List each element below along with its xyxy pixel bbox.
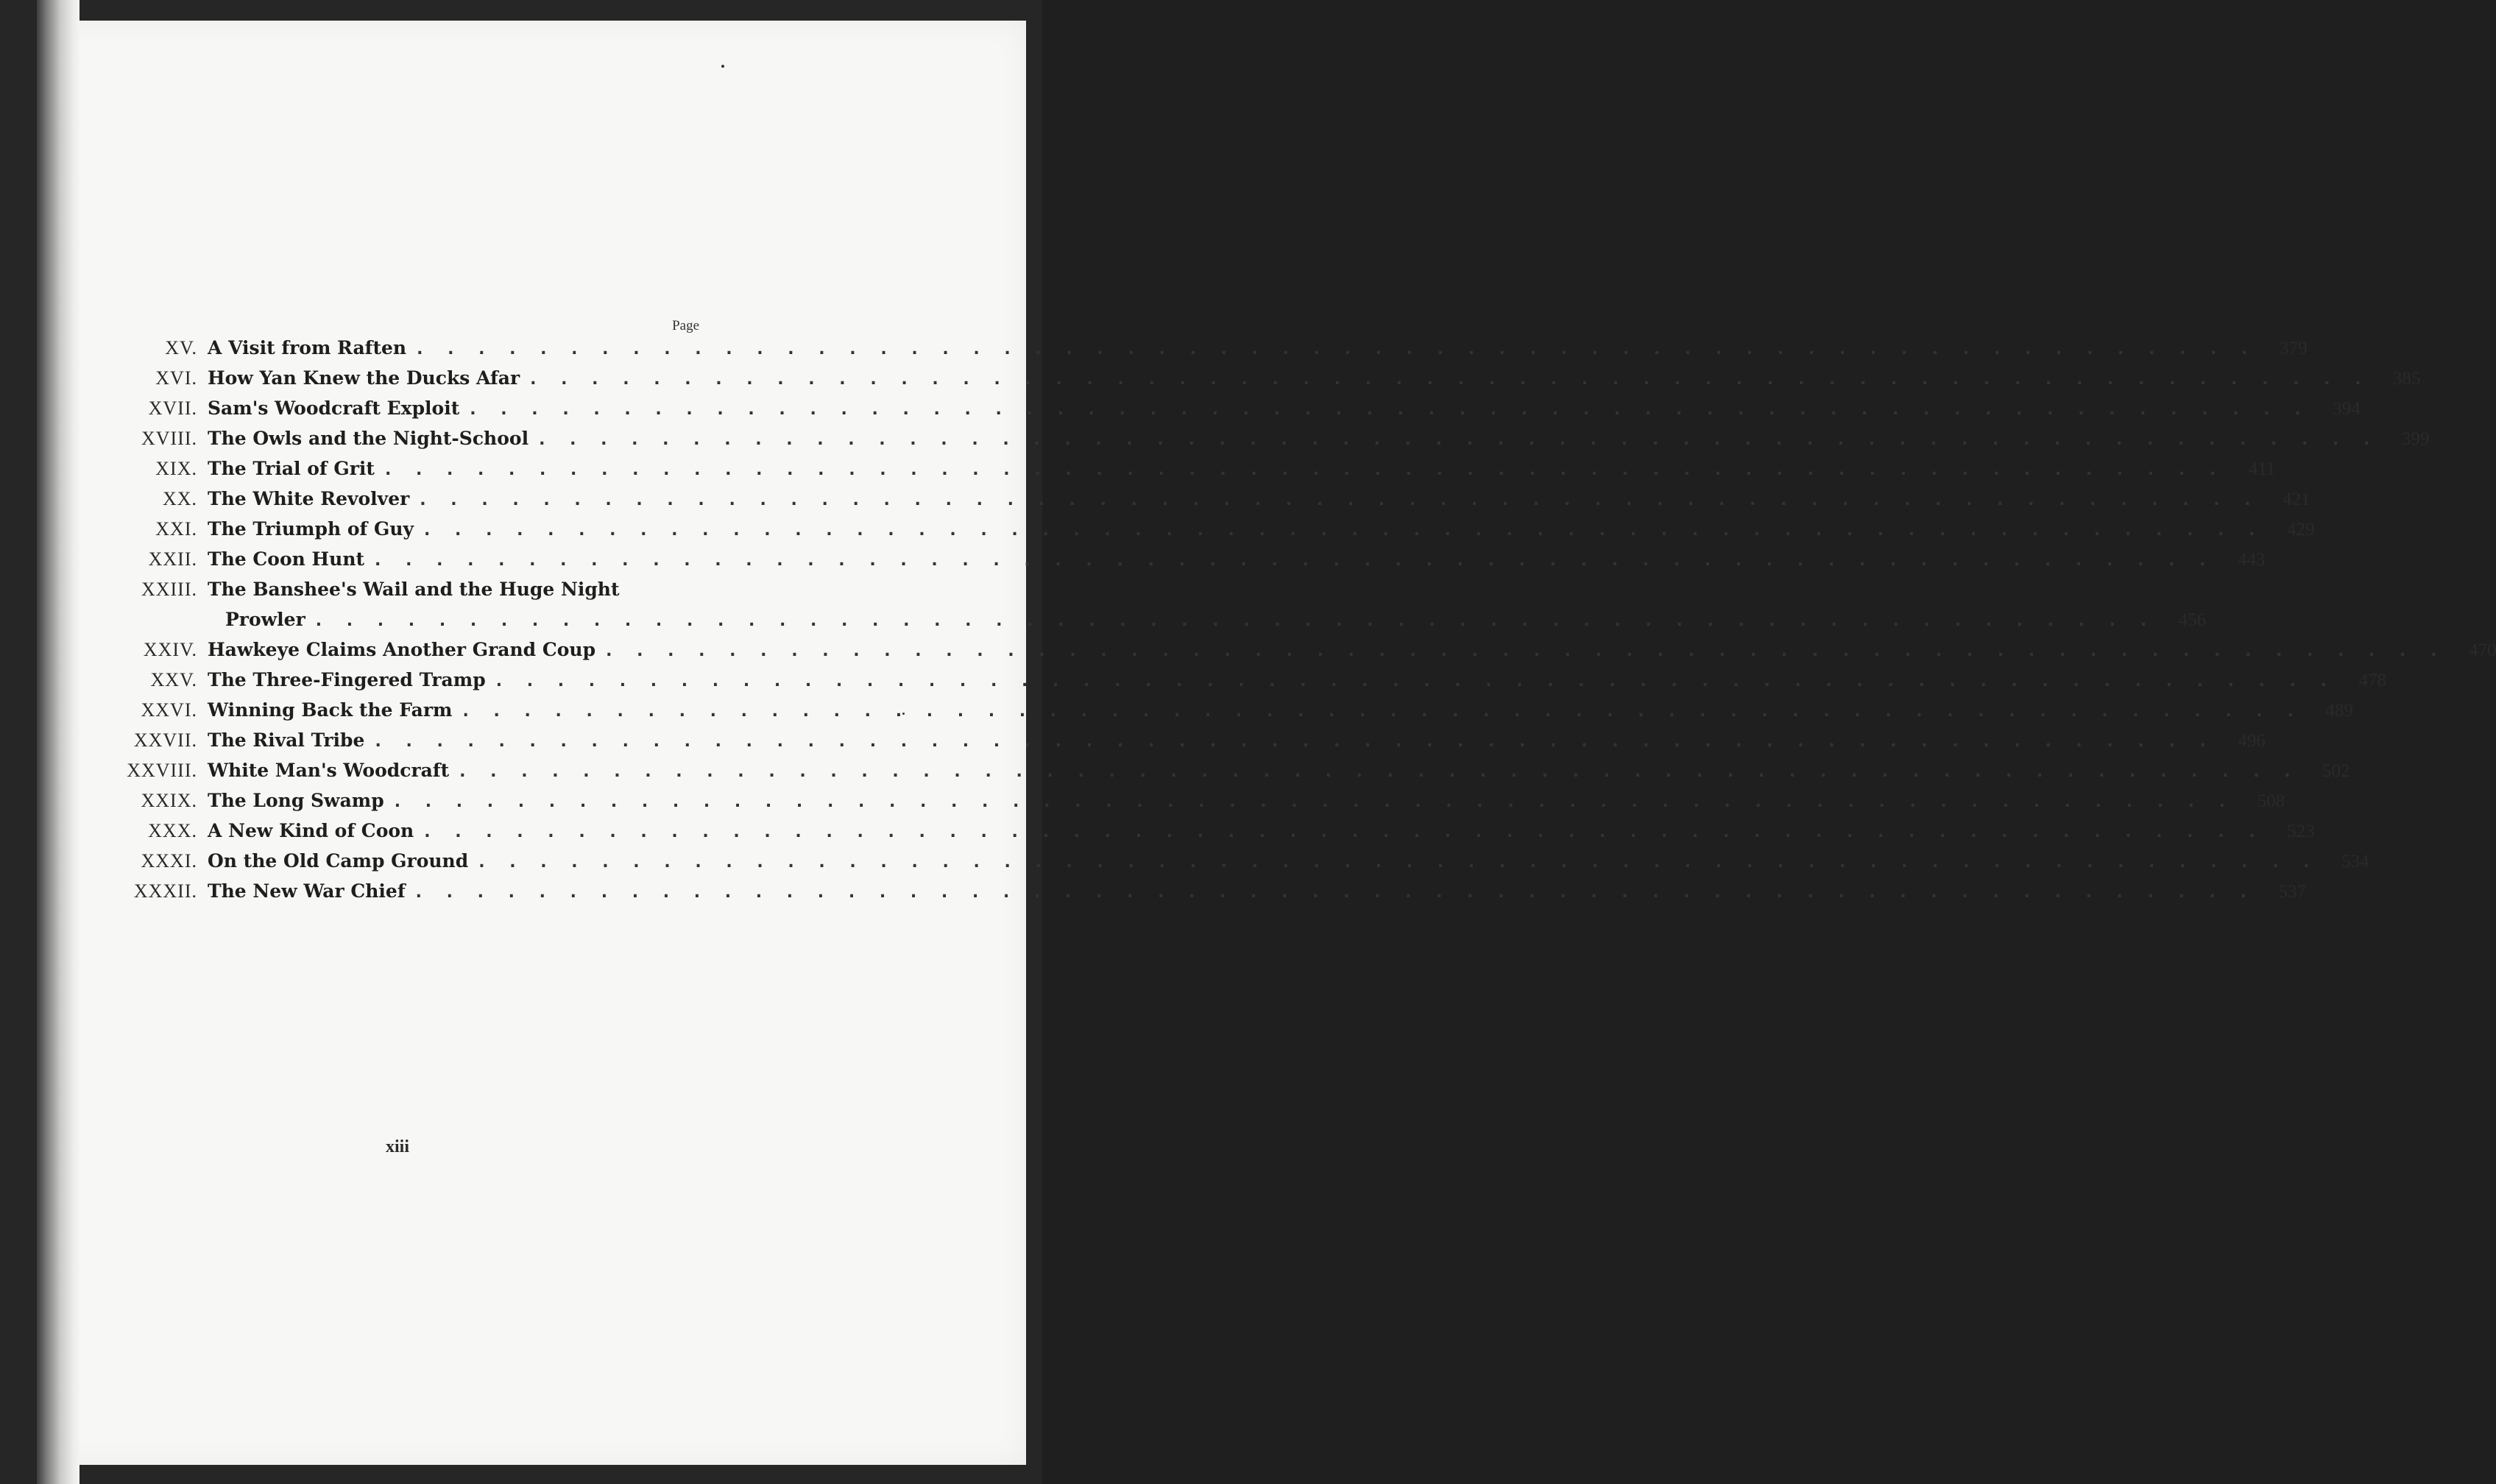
chapter-number: XXX.: [148, 820, 197, 841]
chapter-title-block: [208, 880, 2306, 911]
dot-leader: . . . . . . . . . . . . . . . . . . . . . . . . . . . . . . . . . . . . . . . . . . . . . . . . . . . . . . . . . . . .: [424, 521, 2265, 540]
chapter-number: XXIX.: [141, 790, 197, 811]
toc-entry: [88, 729, 2266, 760]
chapter-number: XXIII.: [141, 579, 197, 600]
chapter-title-block: [208, 790, 2285, 820]
chapter-number: XVIII.: [141, 428, 197, 449]
chapter-title-block: [208, 518, 2314, 548]
chapter-title-block: [208, 458, 2275, 488]
toc-entry: [88, 669, 2387, 699]
chapter-title-block: [208, 579, 2206, 639]
chapter-title-block: [208, 820, 2315, 850]
chapter-title-block: [208, 548, 2265, 579]
chapter-number: XX.: [162, 488, 197, 509]
chapter-title: On the Old Camp Ground: [208, 850, 469, 872]
chapter-title: A Visit from Raften: [208, 337, 407, 358]
title-line: [208, 488, 2311, 518]
toc-entry: [88, 398, 2361, 428]
chapter-title: The Owls and the Night-School: [208, 428, 529, 449]
chapter-title-block: [208, 337, 2307, 367]
toc-entry: [88, 760, 2350, 790]
chapter-title-block: [208, 699, 2353, 729]
title-line: [208, 579, 2206, 609]
toc-entry: [88, 367, 2421, 398]
page-number: 470: [2468, 640, 2496, 660]
title-line: [208, 458, 2275, 488]
dot-leader: . . . . . . . . . . . . . . . . . . . . . . . . . . . . . . . . . . . . . . . . . . . . . . . . . . . . . . . . . . . .: [420, 491, 2260, 509]
chapter-number: XXXI.: [141, 850, 197, 872]
dot-leader: . . . . . . . . . . . . . . . . . . . . . . . . . . . . . . . . . . . . . . . . . . . . . . . . . . . . . . . . . . . .: [384, 461, 2226, 479]
chapter-number: XXIV.: [143, 639, 197, 660]
dot-leader: . . . . . . . . . . . . . . . . . . . . . . . . . . . . . . . . . . . . . . . . . . . . . . . . . . . . . . . . . . . .: [606, 642, 2447, 660]
chapter-number: XXVIII.: [127, 760, 197, 781]
page-number: 429: [2286, 520, 2315, 540]
page-number: 496: [2238, 731, 2266, 751]
page-number: 537: [2278, 882, 2306, 902]
toc-entry: [88, 458, 2276, 488]
dot-leader: . . . . . . . . . . . . . . . . . . . . . . . . . . . . . . . . . . . . . . . . . . . . . . . . . . . . . . . . . . . .: [495, 672, 2337, 690]
page-number: 534: [2341, 852, 2369, 872]
print-speck: [721, 65, 724, 68]
page-folio: xiii: [385, 1137, 409, 1156]
title-line: [208, 367, 2420, 398]
title-line: [208, 669, 2386, 699]
toc-entry: [88, 428, 2430, 458]
dot-leader: . . . . . . . . . . . . . . . . . . . . . . . . . . . . . . . . . . . . . . . . . . . . . . . . . . . . . . . . . . . .: [375, 732, 2216, 751]
chapter-title-continuation: Prowler: [225, 609, 305, 630]
toc-entry: [88, 850, 2369, 880]
chapter-title: The Banshee's Wail and the Huge Night: [208, 579, 620, 600]
page-number: 443: [2237, 550, 2266, 570]
page-number: 478: [2358, 671, 2387, 690]
chapter-title: A New Kind of Coon: [208, 820, 414, 841]
chapter-number: XXII.: [148, 548, 197, 570]
chapter-title: The Three-Fingered Tramp: [208, 669, 486, 690]
toc-entry: [88, 880, 2306, 911]
chapter-title-block: [208, 850, 2369, 880]
chapter-title: Hawkeye Claims Another Grand Coup: [208, 639, 596, 660]
chapter-title: Sam's Woodcraft Exploit: [208, 398, 460, 419]
title-line: [208, 548, 2265, 579]
page-number: 489: [2325, 701, 2353, 721]
chapter-number: XVI.: [155, 367, 197, 389]
chapter-title: The New War Chief: [208, 880, 406, 902]
dot-leader: . . . . . . . . . . . . . . . . . . . . . . . . . . . . . . . . . . . . . . . . . . . . . . . . . . . . . . . . . . . .: [478, 853, 2319, 872]
toc-entry: [88, 337, 2308, 367]
title-continuation-line: [208, 609, 2206, 639]
page-number: 508: [2257, 791, 2285, 811]
chapter-title-block: [208, 669, 2386, 699]
title-line: [208, 850, 2369, 880]
chapter-number: XXI.: [155, 518, 197, 540]
chapter-title-block: [208, 729, 2266, 760]
page-number: 399: [2401, 429, 2430, 449]
chapter-number: XV.: [165, 337, 197, 358]
chapter-number: XXXII.: [133, 880, 197, 902]
title-line: [208, 699, 2353, 729]
page-number: 385: [2392, 369, 2421, 389]
page-number: 421: [2283, 490, 2311, 509]
chapter-title: The Rival Tribe: [208, 729, 365, 751]
chapter-title: The Trial of Grit: [208, 458, 375, 479]
page-number: 379: [2279, 339, 2308, 358]
chapter-number: XXV.: [150, 669, 197, 690]
dot-leader: . . . . . . . . . . . . . . . . . . . . . . . . . . . . . . . . . . . . . . . . . . . . . . . . . . . . . . . . . . . .: [470, 400, 2311, 419]
chapter-title-block: [208, 428, 2429, 458]
chapter-title-block: [208, 398, 2361, 428]
page-number: 502: [2322, 761, 2350, 781]
dot-leader: . . . . . . . . . . . . . . . . . . . . . . . . . . . . . . . . . . . . . . . . . . . . . . . . . . . . . . . . . . . .: [459, 763, 2300, 781]
title-line: [208, 729, 2266, 760]
dot-leader: . . . . . . . . . . . . . . . . . . . . . . . . . . . . . . . . . . . . . . . . . . . . . . . . . . . . . . . . . . . .: [424, 823, 2265, 841]
toc-entry: [88, 699, 2353, 729]
chapter-title: White Man's Woodcraft: [208, 760, 450, 781]
chapter-title-block: [208, 488, 2311, 518]
book-spine-shadow: [37, 0, 79, 1484]
toc-entry: [88, 518, 2315, 548]
chapter-title: The Triumph of Guy: [208, 518, 414, 540]
toc-entry: [88, 639, 2496, 669]
title-line: [208, 880, 2306, 911]
chapter-title-block: [208, 639, 2496, 669]
page-number: 523: [2287, 822, 2315, 841]
dot-leader: . . . . . . . . . . . . . . . . . . . . . . . . . . . . . . . . . . . . . . . . . . . . . . . . . . . . . . . . . . . .: [394, 793, 2235, 811]
chapter-title: The Coon Hunt: [208, 548, 365, 570]
toc-entry: [88, 579, 2207, 639]
dot-leader: . . . . . . . . . . . . . . . . . . . . . . . . . . . . . . . . . . . . . . . . . . . . . . . . . . . . . . . . . . . .: [417, 340, 2258, 358]
chapter-title-block: [208, 760, 2350, 790]
toc-entries: [88, 337, 2496, 911]
toc-entry: [88, 790, 2285, 820]
title-line: [208, 518, 2314, 548]
chapter-number: XXVII.: [133, 729, 197, 751]
title-line: [208, 820, 2315, 850]
chapter-number: XXVI.: [141, 699, 197, 721]
page-column-heading: Page: [672, 318, 699, 333]
chapter-title: Winning Back the Farm: [208, 699, 453, 721]
title-line: [208, 790, 2285, 820]
title-line: [208, 398, 2361, 428]
title-line: [208, 337, 2307, 367]
chapter-title: How Yan Knew the Ducks Afar: [208, 367, 520, 389]
dot-leader: . . . . . . . . . . . . . . . . . . . . . . . . . . . . . . . . . . . . . . . . . . . . . . . . . . . . . . . . . . . .: [462, 702, 2303, 721]
chapter-title-block: [208, 367, 2420, 398]
dot-leader: . . . . . . . . . . . . . . . . . . . . . . . . . . . . . . . . . . . . . . . . . . . . . . . . . . . . . . . . . . . .: [375, 551, 2216, 570]
page-number: 394: [2333, 399, 2361, 419]
chapter-number: XIX.: [155, 458, 197, 479]
toc-entry: [88, 488, 2311, 518]
dot-leader: . . . . . . . . . . . . . . . . . . . . . . . . . . . . . . . . . . . . . . . . . . . . . . . . . . . . . . . . . . . .: [530, 370, 2371, 389]
chapter-number: XVII.: [148, 398, 197, 419]
dot-leader: . . . . . . . . . . . . . . . . . . . . . . . . . . . . . . . . . . . . . . . . . . . . . . . . . . . . . . . . . . . .: [315, 612, 2157, 630]
title-line: [208, 760, 2350, 790]
title-line: [208, 639, 2496, 669]
chapter-title: The White Revolver: [208, 488, 410, 509]
dot-leader: . . . . . . . . . . . . . . . . . . . . . . . . . . . . . . . . . . . . . . . . . . . . . . . . . . . . . . . . . . . .: [539, 431, 2380, 449]
toc-entry: [88, 548, 2266, 579]
title-line: [208, 428, 2429, 458]
page-number: 411: [2248, 459, 2276, 479]
page-number: 456: [2178, 610, 2207, 630]
dot-leader: . . . . . . . . . . . . . . . . . . . . . . . . . . . . . . . . . . . . . . . . . . . . . . . . . . . . . . . . . . . .: [415, 883, 2256, 902]
chapter-title: The Long Swamp: [208, 790, 384, 811]
toc-entry: [88, 820, 2315, 850]
